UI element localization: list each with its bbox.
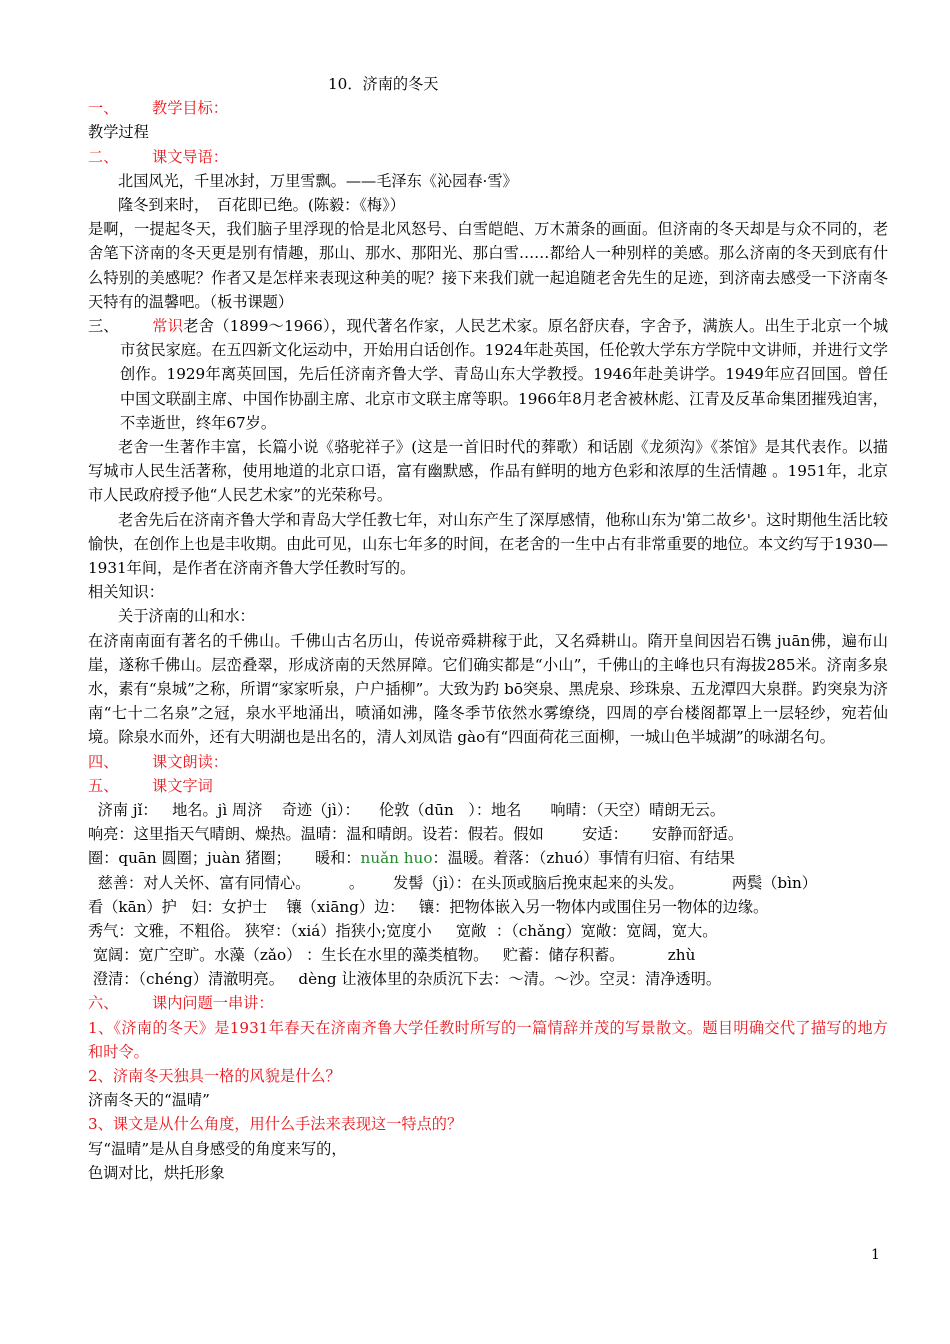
section-6-label: 课内问题一串讲： <box>152 994 274 1013</box>
section-5-number: 五、 <box>88 776 119 795</box>
section-4-label: 课文朗读： <box>152 752 228 771</box>
section-2-label: 课文导语： <box>152 147 228 166</box>
section-6-number: 六、 <box>88 994 119 1013</box>
intro-paragraph: 是啊，一提起冬天，我们脑子里浮现的恰是北风怒号、白雪皑皑、万木萧条的画面。但济南的冬天却是与众不同的，老舍笔下济南的冬天更是别有情趣，那山、那水、那阳光、那白雪……都给人一种别样的美感。那么济南的冬天到底有什么特别的美感呢？作者又是怎样来表现这种美的呢？接下来我们就一起追随老舍先生的足迹，到济南去感受一下济南冬天特有的温馨吧。（板书课题） <box>88 220 888 311</box>
section-3-block <box>88 314 888 435</box>
nuanhuo-pinyin: nuǎn huo <box>360 849 433 868</box>
works-paragraph: 老舍一生著作丰富，长篇小说《骆驼祥子》(这是一首旧时代的葬歌）和话剧《龙须沟》《茶馆》是其代表作。以描写城市人民生活著称，使用地道的北京口语，富有幽默感，作品有鲜明的地方色彩和浓厚的生活情趣 。1951年，北京市人民政府授予他“人民艺术家”的光荣称号。 <box>88 437 888 505</box>
document-body <box>88 72 888 1185</box>
section-2-heading <box>88 145 888 169</box>
doc-title: 10．济南的冬天 <box>328 75 439 93</box>
section-4-heading <box>88 750 888 774</box>
laoshe-bio: 老舍（1899～1966），现代著名作家，人民艺术家。原名舒庆春，字舍予，满族人。出生于北京一个城市贫民家庭。在五四新文化运动中，开始用白话创作。1924年赴英国，任伦敦大学东方学院中文讲师，并进行文学创作。1929年离英回国，先后任济南齐鲁大学、青岛山东大学教授。1946年赴美讲学。1949年应召回国。曾任中国文联副主席、中国作协副主席、北京市文联主席等职。1966年8月老舍被林彪、江青及反革命集团摧残迫害，不幸逝世，终年67岁。 <box>120 316 889 432</box>
word-line-3b: ：温暖。着落：（zhuó）事情有归宿、有结果 <box>432 849 735 868</box>
word-line-5: 看（kān）护 妇：女护士 镶（xiāng）边： 镶：把物体嵌入另一物体内或围住另一物体的边缘。 <box>88 897 769 916</box>
word-line-1: 济南 jǐ： 地名。jì 周济 奇迹（jì）： 伦敦（dūn ）：地名 响晴：（天空）晴朗无云。 <box>88 800 726 819</box>
related-label: 相关知识： <box>88 583 164 602</box>
section-5-label: 课文字词 <box>152 776 213 795</box>
word-line-4: 慈善：对人关怀、富有同情心。 。 发髻（jì）：在头顶或脑后挽束起来的头发。 两鬓（bìn） <box>88 873 817 892</box>
word-line-3 <box>88 846 888 870</box>
section-2-number: 二、 <box>88 147 119 166</box>
answer-2: 济南冬天的“温晴” <box>88 1091 210 1110</box>
section-1-label: 教学目标： <box>152 99 228 118</box>
section-6-heading <box>88 991 888 1015</box>
quote-chenyi: 隆冬到来时， 百花即已绝。(陈毅：《梅》） <box>118 195 405 214</box>
section-4-number: 四、 <box>88 752 119 771</box>
quote-mao: 北国风光，千里冰封，万里雪飘。——毛泽东《沁园春·雪》 <box>118 171 518 190</box>
section-1-heading <box>88 96 888 120</box>
section-3-number: 三、 <box>88 316 119 335</box>
mountain-water-title: 关于济南的山和水： <box>118 607 255 626</box>
section-3-label: 常识 <box>152 316 184 335</box>
answer-3a: 写“温晴”是从自身感受的角度来写的， <box>88 1139 347 1158</box>
answer-3b: 色调对比，烘托形象 <box>88 1163 225 1182</box>
page-number: 1 <box>871 1247 880 1263</box>
period-paragraph: 老舍先后在济南齐鲁大学和青岛大学任教七年，对山东产生了深厚感情，他称山东为'第二故乡'。这时期他生活比较愉快，在创作上也是丰收期。由此可见，山东七年多的时间，在老舍的一生中占有非常重要的地位。本文约写于1930—1931年间，是作者在济南齐鲁大学任教时写的。 <box>88 510 888 577</box>
process-label: 教学过程 <box>88 123 149 142</box>
section-1-number: 一、 <box>88 99 119 118</box>
word-line-2: 响亮：这里指天气晴朗、燥热。温晴：温和晴朗。设若：假若。假如 安适： 安静而舒适。 <box>88 825 744 844</box>
mountain-water-text: 在济南南面有著名的千佛山。千佛山古名历山，传说帝舜耕稼于此，又名舜耕山。隋开皇间因岩石镌 juān佛，遍布山崖，遂称千佛山。层峦叠翠，形成济南的天然屏障。它们确实都是“小山”，千佛山的主峰也只有海拔285米。济南多泉水，素有“泉城”之称，所谓“家家听泉，户户插柳”。大致为趵 bō突泉、黑虎泉、珍珠泉、五龙潭四大泉群。趵突泉为济南“七十二名泉”之冠，泉水平地涌出，喷涌如沸，隆冬季节依然水雾缭绕，四周的亭台楼阁都罩上一层轻纱，宛若仙境。除泉水而外，还有大明湖也是出名的，清人刘凤诰 gào有“四面荷花三面柳，一城山色半城湖”的咏湖名句。 <box>88 631 888 747</box>
section-5-heading <box>88 774 888 798</box>
question-2: 2、济南冬天独具一格的风貌是什么？ <box>88 1067 341 1086</box>
word-line-8: 澄清：（chéng）清澈明亮。 dèng 让液体里的杂质沉下去：～清。～沙。空灵：清净透明。 <box>88 970 722 989</box>
question-3: 3、课文是从什么角度，用什么手法来表现这一特点的？ <box>88 1115 463 1134</box>
word-line-6: 秀气：文雅，不粗俗。 狭窄：（xiá）指狭小;宽度小 宽敞 ：（chǎng）宽敞：宽阔，宽大。 <box>88 921 718 940</box>
question-1: 1、《济南的冬天》是1931年春天在济南齐鲁大学任教时所写的一篇情辞并茂的写景散文。题目明确交代了描写的地方和时令。 <box>88 1018 888 1061</box>
word-line-3a: 圈：quān 圆圈；juàn 猪圈； 暖和： <box>88 849 361 868</box>
word-line-7: 宽阔：宽广空旷。水藻（zǎo） ：生长在水里的藻类植物。 贮蓄：储存积蓄。 zhù <box>88 946 696 965</box>
